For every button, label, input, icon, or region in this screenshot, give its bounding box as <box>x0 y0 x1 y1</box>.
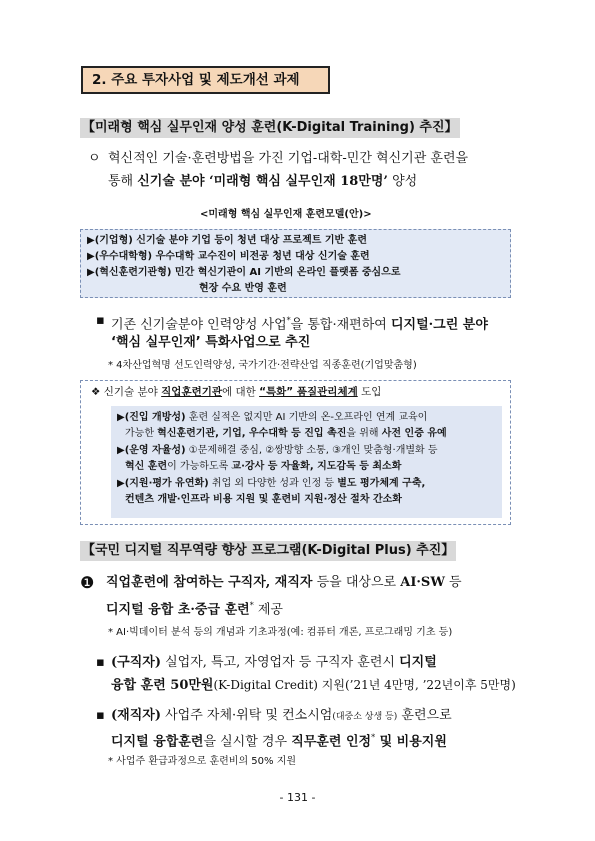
note-2: * AI·빅데이터 분석 등의 개념과 기초과정(예: 컴퓨터 개론, 프로그래밍 기초 등) <box>108 627 453 638</box>
item-support-evaluation: ▶(지원·평가 유연화) 취업 외 다양한 성과 인정 등 별도 평가체계 구축, 컨텐츠 개발·인프라 비용 지원 및 훈련비 지원·정산 절차 간소화 <box>117 478 426 505</box>
model-row-university: ▶(우수대학형) 우수대학 교수진이 비전공 청년 대상 신기술 훈련 <box>87 251 370 262</box>
item-operation-autonomy: ▶(운영 자율성) ①문제해결 중심, ②쌍방향 소통, ③개인 맞춤형·개별화 등 혁신 훈련이 가능하도록 교·강사 등 자율화, 지도감독 등 최소화 <box>117 445 438 472</box>
p2-line1: 기존 신기술분야 인력양성 사업*을 통합·재편하여 디지털·그린 분야 <box>111 316 488 333</box>
p2-marker: ▪ <box>96 313 105 328</box>
p4-marker: ▪ <box>96 655 105 670</box>
p3-line2: 디지털 융합 초·중급 훈련* 제공 <box>106 601 283 618</box>
section-title: 2. 주요 투자사업 및 제도개선 과제 <box>81 66 330 94</box>
p4-line2: 융합 훈련 50만원(K-Digital Credit) 지원(’21년 4만명, ’22년이후 5만명) <box>111 678 516 693</box>
model-caption: <미래형 핵심 실무인재 훈련모델(안)> <box>200 209 372 220</box>
item-entry-openness: ▶(진입 개방성) 훈련 실적은 없지만 AI 기반의 온-오프라인 연계 교육이 가능한 혁신훈련기관, 기업, 우수대학 등 진입 촉진을 위해 사전 인증 유예 <box>117 412 447 439</box>
note-3: * 사업주 환급과정으로 훈련비의 50% 지원 <box>108 756 297 767</box>
p4-line1: (구직자) 실업자, 특고, 자영업자 등 구직자 훈련시 디지털 <box>111 655 437 670</box>
p1-line2: 통해 신기술 분야 ‘미래형 핵심 실무인재 18만명’ 양성 <box>108 174 418 189</box>
model-row-innovation-cont: 현장 수요 반영 훈련 <box>199 283 287 294</box>
p5-marker: ▪ <box>96 708 105 723</box>
heading-k-digital-training: 【미래형 핵심 실무인재 양성 훈련(K-Digital Training) 추진】 <box>80 118 460 138</box>
p5-line1: (재직자) 사업주 자체·위탁 및 컨소시엄(대중소 상생 등) 훈련으로 <box>111 708 452 723</box>
p5-line2: 디지털 융합훈련을 실시할 경우 직무훈련 인정* 및 비용지원 <box>111 733 447 750</box>
box2-items <box>111 406 502 518</box>
p1-line1: 혁신적인 기술·훈련방법을 가진 기업-대학-민간 혁신기관 훈련을 <box>108 151 469 166</box>
page-number: - 131 - <box>279 791 316 804</box>
p3-line1: 직업훈련에 참여하는 구직자, 재직자 등을 대상으로 AI·SW 등 <box>106 575 462 590</box>
p1-marker: ㅇ <box>88 151 101 166</box>
p2-line2: ‘핵심 실무인재’ 특화사업으로 추진 <box>111 335 311 350</box>
p3-marker: ❶ <box>80 573 95 592</box>
heading-k-digital-plus: 【국민 디지털 직무역량 향상 프로그램(K-Digital Plus) 추진】 <box>80 541 456 561</box>
box2-heading: ❖ 신기술 분야 직업훈련기관에 대한 “특화” 품질관리체계 도입 <box>91 386 382 398</box>
quality-management-box <box>80 380 511 525</box>
model-row-innovation: ▶(혁신훈련기관형) 민간 혁신기관이 AI 기반의 온라인 플랫폼 중심으로 <box>87 267 401 278</box>
training-model-box <box>80 229 511 298</box>
model-row-corporate: ▶(기업형) 신기술 분야 기업 등이 청년 대상 프로젝트 기반 훈련 <box>87 235 368 246</box>
note-1: * 4차산업혁명 선도인력양성, 국가기간·전략산업 직종훈련(기업맞춤형) <box>108 360 417 371</box>
